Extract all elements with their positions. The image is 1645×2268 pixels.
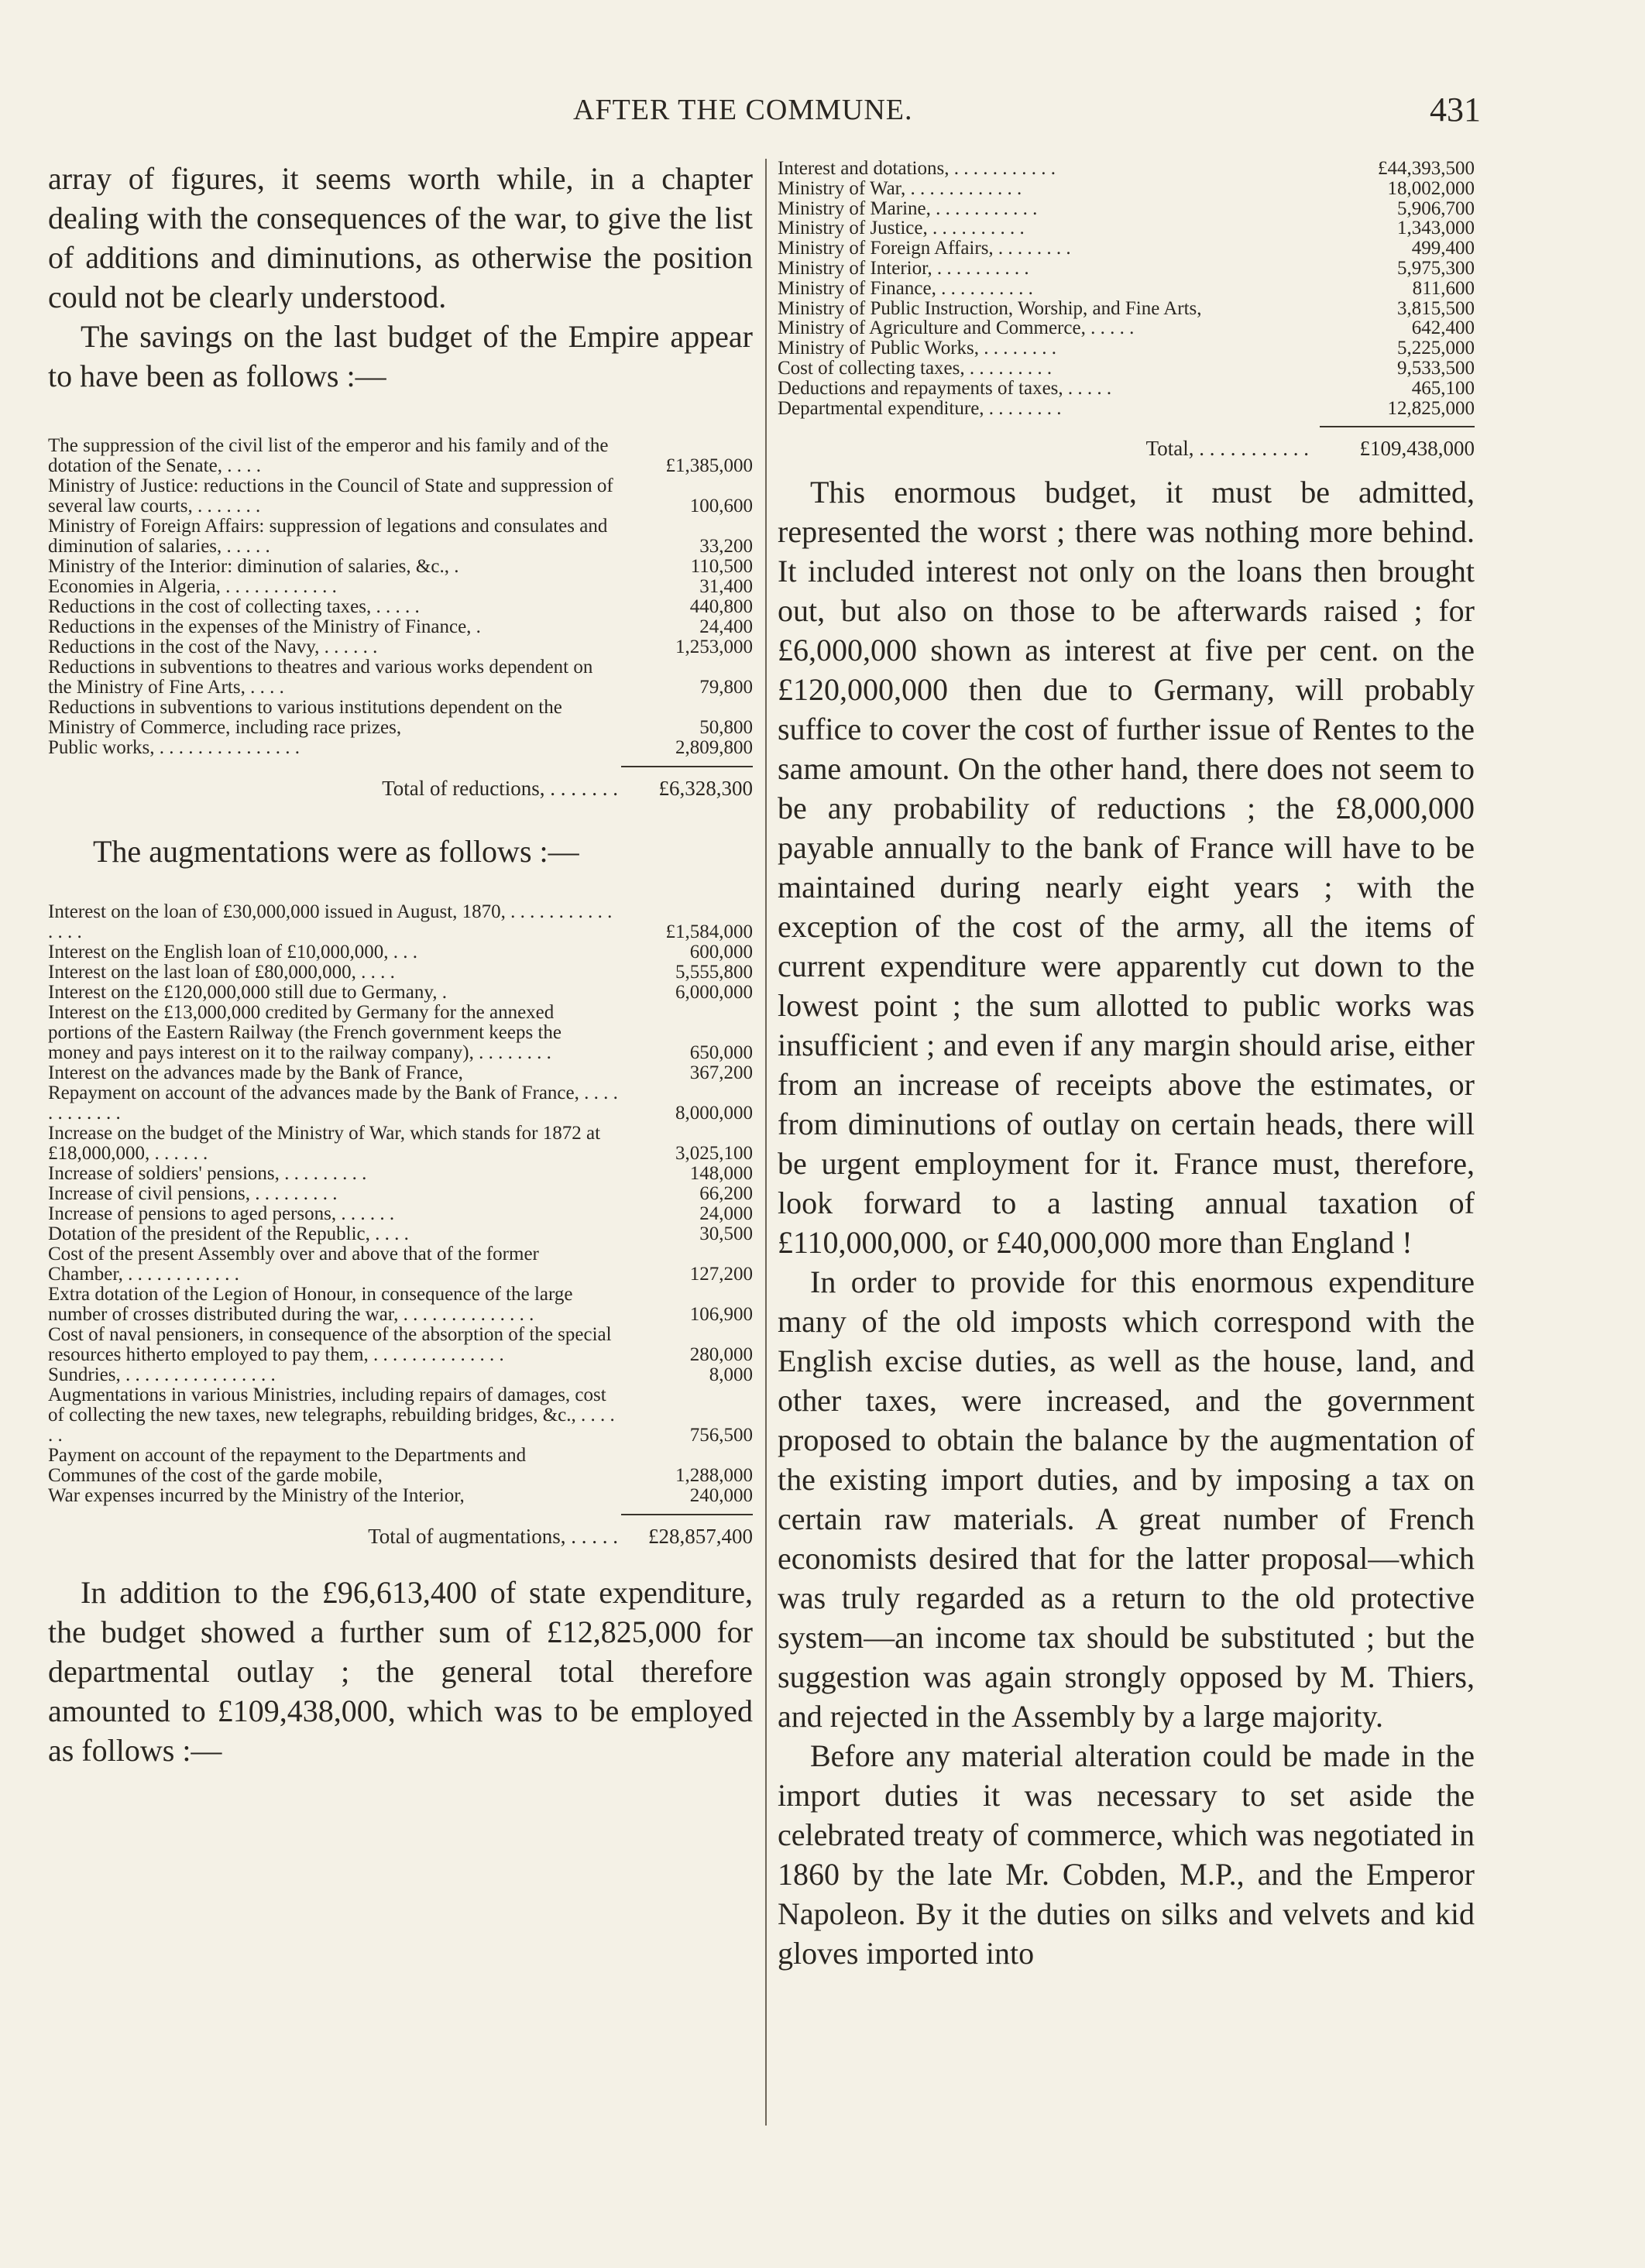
augmentations-total-amount: £28,857,400	[648, 1525, 753, 1548]
augmentation-row-label: Increase of civil pensions, . . . . . . . . .	[48, 1183, 338, 1204]
budget-row-label: Interest and dotations, . . . . . . . . . . .	[778, 158, 1056, 179]
savings-row-amount: 440,800	[689, 596, 753, 617]
savings-row-amount: £1,385,000	[665, 455, 753, 476]
budget-table	[778, 159, 1475, 418]
paragraph-1: This enormous budget, it must be admitted, represented the worst ; there was nothing more behind. It included interest not only on the loans then brought out, but also on those to be afterwards raised ; for £6,000,000 shown as interest at five per cent. on the £120,000,000 then due to Germany, will probably suffice to cover the cost of further issue of Rentes to the same amount. On the other hand, there does not seem to be any probability of reductions ; the £8,000,000 payable annually to the bank of France will have to be maintained during nearly eight years ; with the exception of the cost of the army, all the items of current expenditure were apparently cut down to the lowest point ; the sum allotted to public works was insufficient ; and even if any margin should arise, either from an increase of receipts above the estimates, or from diminutions of outlay on certain heads, there will be urgent employment for it. France must, therefore, look forward to a lasting annual taxation of £110,000,000, or £40,000,000 more than England !	[778, 475, 1475, 1261]
budget-row	[778, 399, 1475, 419]
column-divider	[765, 159, 767, 2126]
augmentation-row	[48, 1446, 753, 1486]
augmentation-row-label: War expenses incurred by the Ministry of the Interior,	[48, 1485, 465, 1506]
savings-row-amount: 1,253,000	[675, 636, 753, 657]
budget-row	[778, 279, 1475, 299]
augmentation-row-amount: 148,000	[689, 1163, 753, 1184]
budget-row	[778, 338, 1475, 359]
augmentation-row-amount: 5,555,800	[675, 962, 753, 983]
augmentation-row-label: Interest on the last loan of £80,000,000, . . . .	[48, 962, 395, 983]
page-header	[0, 93, 1645, 139]
savings-row-label: Reductions in the cost of collecting taxes, . . . . .	[48, 596, 420, 617]
savings-row-amount: 110,500	[690, 556, 753, 577]
closing-paragraph: In addition to the £96,613,400 of state expenditure, the budget showed a further sum of £12,825,000 for departmental outlay ; the general total therefore amounted to £109,438,000, which was to be employed as follows :—	[48, 1575, 753, 1768]
savings-row	[48, 597, 753, 617]
augmentation-row-label: Interest on the English loan of £10,000,000, . . .	[48, 942, 418, 962]
augmentation-row-label: Interest on the loan of £30,000,000 issued in August, 1870, . . . . . . . . . . . . . . .	[48, 901, 613, 942]
augmentation-row-label: Interest on the advances made by the Bank of France,	[48, 1062, 463, 1083]
savings-total-label: Total of reductions, . . . . . . .	[382, 777, 618, 800]
augmentation-row	[48, 1184, 753, 1204]
budget-row-label: Ministry of Interior, . . . . . . . . . .	[778, 257, 1029, 279]
savings-row-amount: 79,800	[699, 677, 753, 698]
budget-row-label: Ministry of Foreign Affairs, . . . . . . . .	[778, 238, 1071, 259]
savings-row	[48, 476, 753, 516]
savings-row	[48, 577, 753, 597]
budget-row-amount: 12,825,000	[1387, 397, 1475, 419]
augmentation-row	[48, 1124, 753, 1164]
savings-row	[48, 557, 753, 577]
budget-row	[778, 218, 1475, 238]
savings-row-label: The suppression of the civil list of the emperor and his family and of the dotation of the Senate, . . . .	[48, 435, 609, 476]
savings-row-label: Reductions in subventions to theatres and various works dependent on the Ministry of Fine Arts, . . . .	[48, 657, 593, 698]
augmentation-row-amount: 8,000,000	[675, 1103, 753, 1124]
augmentation-row-amount: 650,000	[689, 1042, 753, 1063]
budget-row	[778, 299, 1475, 319]
budget-row-label: Ministry of Public Instruction, Worship, and Fine Arts,	[778, 297, 1202, 319]
augmentation-row-amount: 8,000	[709, 1364, 753, 1385]
augmentation-row-label: Interest on the £120,000,000 still due to Germany, .	[48, 982, 447, 1003]
savings-total-row	[48, 778, 753, 798]
budget-row-label: Ministry of Finance, . . . . . . . . . .	[778, 277, 1033, 299]
budget-row-label: Deductions and repayments of taxes, . . . . .	[778, 377, 1112, 399]
augmentation-row-amount: £1,584,000	[665, 921, 753, 942]
savings-row	[48, 436, 753, 476]
augmentation-row	[48, 1486, 753, 1506]
savings-total-amount: £6,328,300	[658, 777, 753, 800]
paragraph-2: In order to provide for this enormous expenditure many of the old imposts which correspond with the English excise duties, as well as the house, land, and other taxes, were increased, and the government proposed to obtain the balance by the augmentation of the existing import duties, and by imposing a tax on certain raw materials. A great number of French economists desired that for the latter proposal—which was truly regarded as a return to the old protective system—an income tax should be substituted ; but the suggestion was again strongly opposed by M. Thiers, and rejected in the Assembly by a large majority.	[778, 1264, 1475, 1734]
budget-row-amount: 499,400	[1411, 238, 1475, 259]
savings-row-label: Reductions in subventions to various institutions dependent on the Ministry of Commerce, including race prizes,	[48, 697, 562, 738]
augmentation-row	[48, 1003, 753, 1063]
augmentation-row-label: Extra dotation of the Legion of Honour, in consequence of the large number of crosses distributed during the war, . . . . . . . . . . . . . .	[48, 1284, 573, 1325]
budget-row-amount: 5,975,300	[1397, 257, 1475, 279]
savings-row	[48, 516, 753, 557]
budget-row-label: Ministry of Agriculture and Commerce, . . . . .	[778, 317, 1135, 339]
savings-row-label: Economies in Algeria, . . . . . . . . . . . .	[48, 576, 337, 597]
savings-row-amount: 24,400	[699, 616, 753, 637]
budget-row-amount: 5,906,700	[1397, 197, 1475, 219]
budget-row	[778, 199, 1475, 219]
augmentations-total-row	[48, 1526, 753, 1546]
running-title: AFTER THE COMMUNE.	[573, 94, 913, 126]
savings-row	[48, 637, 753, 657]
augmentation-row-label: Interest on the £13,000,000 credited by Germany for the annexed portions of the Eastern Railway (the French government keeps the money and pays interest on it to the railway company), . . . . . . . .	[48, 1002, 562, 1063]
augmentation-row	[48, 1063, 753, 1083]
savings-row-amount: 33,200	[699, 536, 753, 557]
left-column	[48, 159, 753, 1770]
augmentation-row	[48, 983, 753, 1003]
savings-table	[48, 436, 753, 758]
augmentation-row-label: Increase on the budget of the Ministry of War, which stands for 1872 at £18,000,000, . . . . . .	[48, 1123, 601, 1164]
augmentations-total-rule	[621, 1514, 753, 1515]
budget-row-amount: 3,815,500	[1397, 297, 1475, 319]
savings-row-label: Ministry of the Interior: diminution of salaries, &c., .	[48, 556, 459, 577]
savings-total-rule	[621, 766, 753, 767]
augmentation-row	[48, 1204, 753, 1224]
budget-row	[778, 359, 1475, 379]
augmentation-row-amount: 30,500	[699, 1223, 753, 1244]
augmentation-row-amount: 756,500	[689, 1425, 753, 1446]
augmentation-row-label: Payment on account of the repayment to the Departments and Communes of the cost of the garde mobile,	[48, 1445, 527, 1486]
budget-row-amount: 9,533,500	[1397, 357, 1475, 379]
augmentation-row-amount: 24,000	[699, 1203, 753, 1224]
budget-row	[778, 159, 1475, 179]
budget-row-amount: 642,400	[1411, 317, 1475, 339]
augmentation-row	[48, 962, 753, 983]
savings-row-label: Reductions in the expenses of the Ministry of Finance, .	[48, 616, 481, 637]
savings-row	[48, 617, 753, 637]
augmentations-table	[48, 902, 753, 1506]
augmentations-heading: The augmentations were as follows :—	[93, 834, 579, 869]
budget-row-label: Ministry of Justice, . . . . . . . . . .	[778, 218, 1025, 239]
budget-row	[778, 259, 1475, 279]
augmentation-row-label: Sundries, . . . . . . . . . . . . . . . .	[48, 1364, 276, 1385]
right-column	[778, 159, 1475, 1973]
budget-total-label: Total, . . . . . . . . . . .	[1145, 437, 1309, 461]
augmentation-row	[48, 1164, 753, 1184]
page-number: 431	[1430, 91, 1481, 129]
augmentation-row-label: Repayment on account of the advances made by the Bank of France, . . . . . . . . . . . .	[48, 1083, 618, 1124]
budget-row-amount: 1,343,000	[1397, 218, 1475, 239]
augmentation-row-amount: 367,200	[689, 1062, 753, 1083]
budget-row	[778, 318, 1475, 338]
savings-row-label: Reductions in the cost of the Navy, . . . . . .	[48, 636, 378, 657]
augmentation-row-amount: 280,000	[689, 1344, 753, 1365]
augmentation-row	[48, 1285, 753, 1325]
augmentation-row-amount: 1,288,000	[675, 1465, 753, 1486]
augmentation-row-label: Augmentations in various Ministries, including repairs of damages, cost of collecting the new taxes, new telegraphs, rebuilding bridges, &c., . . . . . .	[48, 1384, 615, 1446]
augmentation-row-label: Dotation of the president of the Republic, . . . .	[48, 1223, 409, 1244]
budget-row-amount: 465,100	[1411, 377, 1475, 399]
budget-row	[778, 179, 1475, 199]
budget-row-amount: 811,600	[1412, 277, 1475, 299]
savings-row	[48, 698, 753, 738]
savings-row-label: Public works, . . . . . . . . . . . . . . .	[48, 737, 300, 758]
augmentation-row-amount: 106,900	[689, 1304, 753, 1325]
augmentation-row-amount: 3,025,100	[675, 1143, 753, 1164]
savings-row-amount: 2,809,800	[675, 737, 753, 758]
savings-row	[48, 738, 753, 758]
budget-row	[778, 379, 1475, 399]
intro-paragraph: array of figures, it seems worth while, in a chapter dealing with the consequences of the war, to give the list of additions and diminutions, as otherwise the position could not be clearly understood.	[48, 161, 753, 314]
augmentation-row-label: Increase of pensions to aged persons, . . . . . .	[48, 1203, 395, 1224]
augmentation-row	[48, 942, 753, 962]
augmentation-row	[48, 1365, 753, 1385]
budget-row-label: Cost of collecting taxes, . . . . . . . . .	[778, 357, 1053, 379]
augmentation-row-amount: 6,000,000	[675, 982, 753, 1003]
augmentations-total-label: Total of augmentations, . . . . .	[368, 1525, 618, 1548]
augmentation-row-amount: 127,200	[689, 1264, 753, 1285]
budget-row-label: Ministry of Marine, . . . . . . . . . . .	[778, 197, 1038, 219]
augmentation-row	[48, 902, 753, 942]
augmentation-row	[48, 1083, 753, 1124]
budget-row-label: Ministry of Public Works, . . . . . . . .	[778, 338, 1057, 359]
savings-row-amount: 31,400	[699, 576, 753, 597]
savings-row-amount: 50,800	[699, 717, 753, 738]
augmentation-row-label: Increase of soldiers' pensions, . . . . . . . . .	[48, 1163, 367, 1184]
budget-row-amount: 5,225,000	[1397, 338, 1475, 359]
budget-total-rule	[1320, 426, 1475, 427]
augmentation-row-amount: 240,000	[689, 1485, 753, 1506]
budget-total-amount: £109,438,000	[1359, 437, 1475, 461]
augmentation-row-amount: 600,000	[689, 942, 753, 962]
paragraph-3: Before any material alteration could be made in the import duties it was necessary to set aside the celebrated treaty of commerce, which was negotiated in 1860 by the late Mr. Cobden, M.P., and the Emperor Napoleon. By it the duties on silks and velvets and kid gloves imported into	[778, 1738, 1475, 1971]
savings-row-label: Ministry of Justice: reductions in the Council of State and suppression of several law courts, . . . . . . .	[48, 475, 613, 516]
augmentation-row	[48, 1325, 753, 1365]
savings-row-label: Ministry of Foreign Affairs: suppression of legations and consulates and diminution of salaries, . . . . .	[48, 516, 608, 557]
augmentation-row	[48, 1224, 753, 1244]
savings-row-amount: 100,600	[689, 496, 753, 516]
budget-row-label: Ministry of War, . . . . . . . . . . . .	[778, 177, 1022, 199]
augmentation-row-label: Cost of naval pensioners, in consequence of the absorption of the special resources hitherto employed to pay them, . . . . . . . . . . . . . .	[48, 1324, 612, 1365]
budget-total-row	[778, 437, 1475, 461]
budget-row	[778, 238, 1475, 259]
budget-row-amount: 18,002,000	[1387, 177, 1475, 199]
augmentation-row	[48, 1244, 753, 1285]
augmentation-row-label: Cost of the present Assembly over and above that of the former Chamber, . . . . . . . . . . . .	[48, 1244, 539, 1285]
augmentation-row	[48, 1385, 753, 1446]
budget-row-label: Departmental expenditure, . . . . . . . .	[778, 397, 1062, 419]
budget-row-amount: £44,393,500	[1378, 158, 1475, 179]
augmentation-row-amount: 66,200	[699, 1183, 753, 1204]
savings-heading: The savings on the last budget of the Empire appear to have been as follows :—	[48, 319, 753, 393]
savings-row	[48, 657, 753, 698]
